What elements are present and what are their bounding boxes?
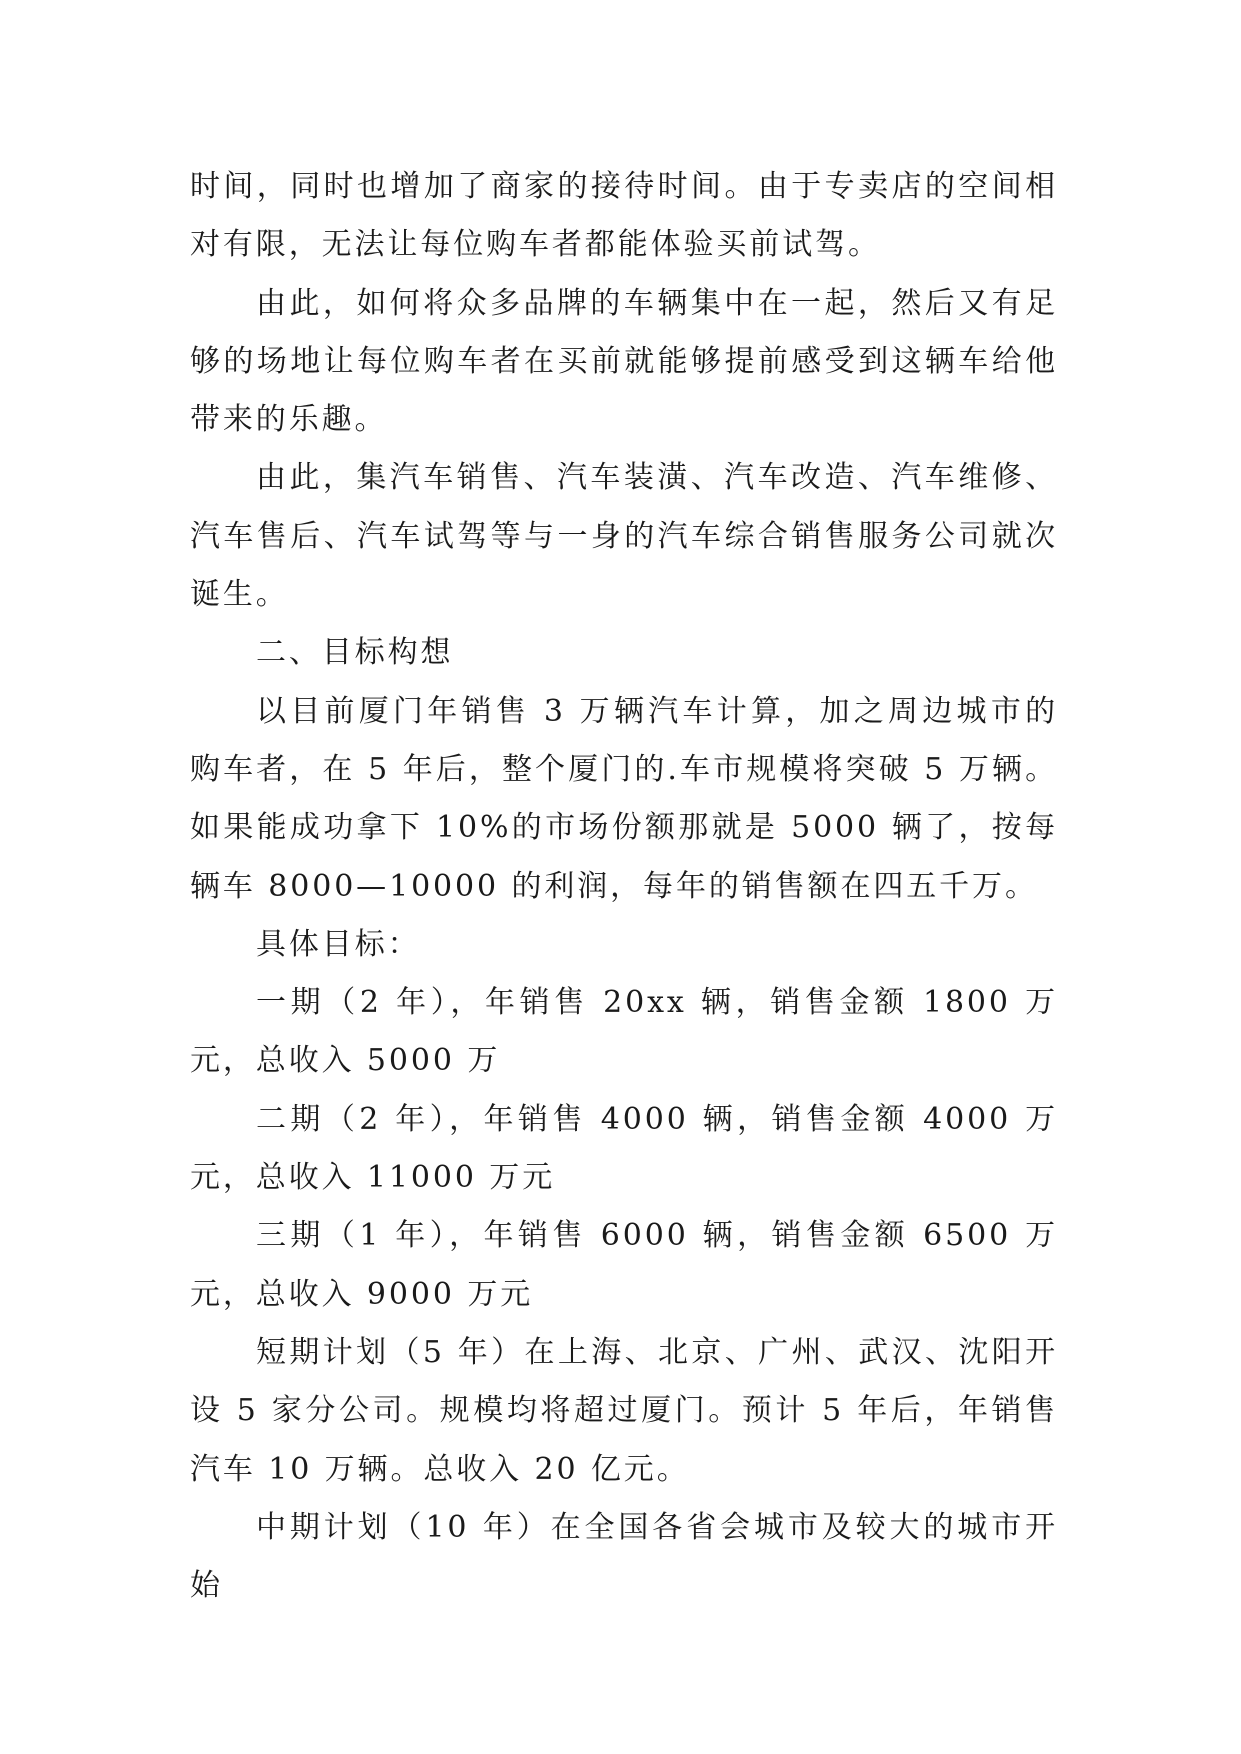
paragraph-brand-concentration: 由此，如何将众多品牌的车辆集中在一起，然后又有足够的场地让每位购车者在买前就能够提前感受到这辆车给他带来的乐趣。 <box>190 285 1058 438</box>
paragraph-phase-three: 三期（1 年），年销售 6000 辆，销售金额 6500 万元，总收入 9000 万元 <box>190 1218 1058 1312</box>
paragraph-specific-goals: 具体目标： <box>256 926 421 962</box>
document-body <box>190 158 1058 1615</box>
paragraph-market-estimate: 以目前厦门年销售 3 万辆汽车计算，加之周边城市的购车者，在 5 年后，整个厦门的.车市规模将突破 5 万辆。如果能成功拿下 10%的市场份额那就是 5000 辆了，按每辆车 8000—10000 的利润，每年的销售额在四五千万。 <box>190 693 1058 904</box>
section-heading-goals: 二、目标构想 <box>256 635 454 671</box>
paragraph-short-term-plan: 短期计划（5 年）在上海、北京、广州、武汉、沈阳开设 5 家分公司。规模均将超过厦门。预计 5 年后，年销售汽车 10 万辆。总收入 20 亿元。 <box>190 1334 1058 1487</box>
paragraph-phase-two: 二期（2 年），年销售 4000 辆，销售金额 4000 万元，总收入 11000 万元 <box>190 1101 1058 1196</box>
paragraph-company-birth: 由此，集汽车销售、汽车装潢、汽车改造、汽车维修、汽车售后、汽车试驾等与一身的汽车综合销售服务公司就次诞生。 <box>190 460 1058 613</box>
paragraph-phase-one: 一期（2 年），年销售 20xx 辆，销售金额 1800 万元，总收入 5000 万 <box>190 985 1058 1079</box>
paragraph-continuation: 时间，同时也增加了商家的接待时间。由于专卖店的空间相对有限，无法让每位购车者都能体验买前试驾。 <box>190 169 1058 263</box>
paragraph-mid-term-plan: 中期计划（10 年）在全国各省会城市及较大的城市开始 <box>190 1509 1058 1604</box>
